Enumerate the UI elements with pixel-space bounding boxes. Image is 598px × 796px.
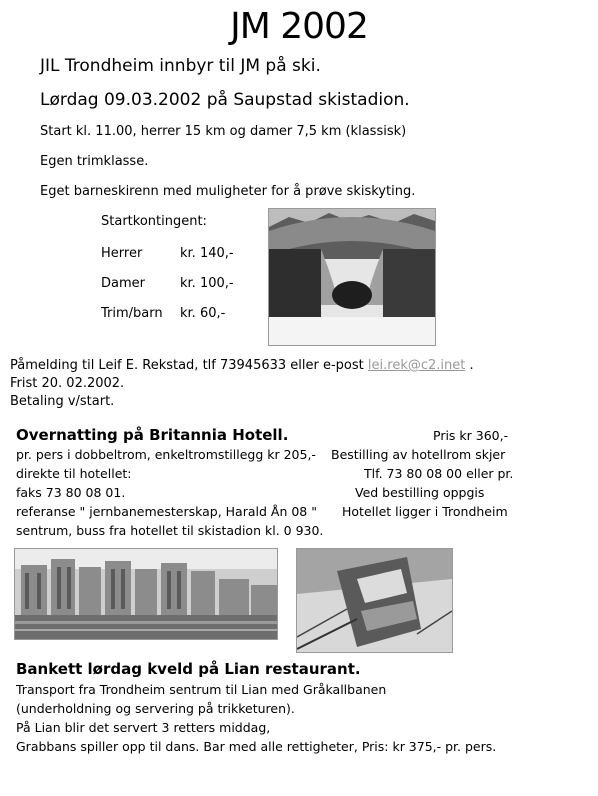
banquet-line-3: På Lian blir det servert 3 retters middag, xyxy=(16,720,271,735)
intro-line-5: Eget barneskirenn med muligheter for å prøve skiskyting. xyxy=(40,184,416,199)
waterfront-photo xyxy=(14,548,278,640)
intro-line-4: Egen trimklasse. xyxy=(40,154,149,169)
hotel-line-4-right: Hotellet ligger i Trondheim xyxy=(342,504,508,519)
email-link[interactable]: lei.rek@c2.inet xyxy=(367,358,466,373)
fee-class-herrer: Herrer xyxy=(101,246,143,261)
banquet-line-2: (underholdning og servering på trikketuren). xyxy=(16,701,295,716)
banquet-heading: Bankett lørdag kveld på Lian restaurant. xyxy=(16,660,361,678)
registration-text: Påmelding til Leif E. Rekstad, tlf 73945633 eller e-post xyxy=(10,358,364,373)
hotel-line-1: pr. pers i dobbeltrom, enkeltromstillegg kr 205,- xyxy=(16,447,316,462)
hotel-heading: Overnatting på Britannia Hotell. xyxy=(16,426,289,444)
hotel-line-2: direkte til hotellet: xyxy=(16,466,132,481)
fee-heading: Startkontingent: xyxy=(101,214,207,229)
intro-line-2: Lørdag 09.03.2002 på Saupstad skistadion. xyxy=(40,90,410,110)
intro-line-3: Start kl. 11.00, herrer 15 km og damer 7,5 km (klassisk) xyxy=(40,124,407,139)
hotel-line-1-right: Bestilling av hotellrom skjer xyxy=(331,447,506,462)
banquet-line-1: Transport fra Trondheim sentrum til Lian med Gråkallbanen xyxy=(16,682,387,697)
registration-suffix: . xyxy=(469,358,474,373)
hotel-line-5: sentrum, buss fra hotellet til skistadion kl. 0 930. xyxy=(16,523,324,538)
hotel-line-2-right: Tlf. 73 80 08 00 eller pr. xyxy=(364,466,514,481)
hotel-line-3: faks 73 80 08 01. xyxy=(16,485,126,500)
fee-price-damer: kr. 100,- xyxy=(180,276,234,291)
ski-stadium-photo xyxy=(268,208,436,346)
fee-class-damer: Damer xyxy=(101,276,145,291)
banquet-line-4: Grabbans spiller opp til dans. Bar med alle rettigheter, Pris: kr 375,- pr. pers. xyxy=(16,739,497,754)
registration-line-1 xyxy=(10,358,474,373)
page-title: JM 2002 xyxy=(230,6,368,47)
fee-price-herrer: kr. 140,- xyxy=(180,246,234,261)
fee-class-trim: Trim/barn xyxy=(101,306,163,321)
fee-price-trim: kr. 60,- xyxy=(180,306,226,321)
hotel-line-4: referanse " jernbanemesterskap, Harald Ån 08 " xyxy=(16,504,317,519)
registration-payment: Betaling v/start. xyxy=(10,394,115,409)
intro-line-1: JIL Trondheim innbyr til JM på ski. xyxy=(40,56,321,76)
tram-photo xyxy=(296,548,453,653)
hotel-line-3-right: Ved bestilling oppgis xyxy=(355,485,485,500)
registration-deadline: Frist 20. 02.2002. xyxy=(10,376,125,391)
hotel-price: Pris kr 360,- xyxy=(433,428,509,443)
